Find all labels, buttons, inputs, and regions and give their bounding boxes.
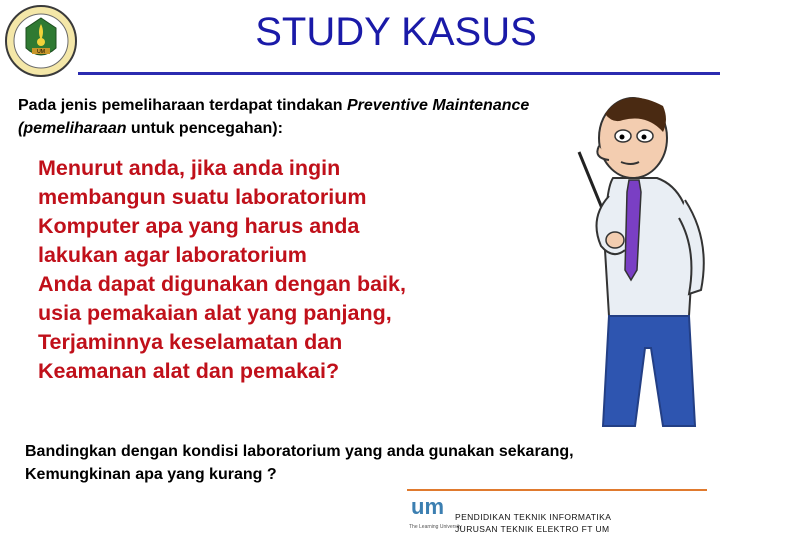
intro-line2-emphasis: (pemeliharaan [18,120,127,137]
intro-line1-emphasis: Preventive Maintenance [347,97,530,114]
footer-faculty: JURUSAN TEKNIK ELEKTRO FT UM [455,524,610,534]
logo-text: UM [37,49,45,55]
question-line: Komputer apa yang harus anda [38,214,360,238]
question-line: membangun suatu laboratorium [38,185,367,209]
intro-text [18,94,618,140]
comparison-line: Kemungkinan apa yang kurang ? [25,466,277,483]
intro-line1-text: Pada jenis pemeliharaan terdapat tindakan [18,97,347,114]
comparison-text [25,440,715,486]
question-line: Menurut anda, jika anda ingin [38,156,341,180]
question-line: Terjaminnya keselamatan dan [38,330,343,354]
question-text [38,154,558,386]
intro-line2-text: untuk pencegahan): [126,120,283,137]
comparison-line: Bandingkan dengan kondisi laboratorium yang anda gunakan sekarang, [25,443,574,460]
title-divider [78,72,720,75]
footer-logo-tagline: The Learning University [409,524,462,530]
question-line: usia pemakaian alat yang panjang, [38,301,392,325]
slide-title: STUDY KASUS [255,10,537,54]
teacher-pointing-illustration [565,80,720,430]
footer-text [455,511,611,535]
um-footer-logo [407,490,462,538]
question-line: Keamanan alat dan pemakai? [38,359,340,383]
footer-logo-text: um [411,494,444,519]
question-line: lakukan agar laboratorium [38,243,307,267]
question-line: Anda dapat digunakan dengan baik, [38,272,406,296]
footer-department: PENDIDIKAN TEKNIK INFORMATIKA [455,512,612,522]
